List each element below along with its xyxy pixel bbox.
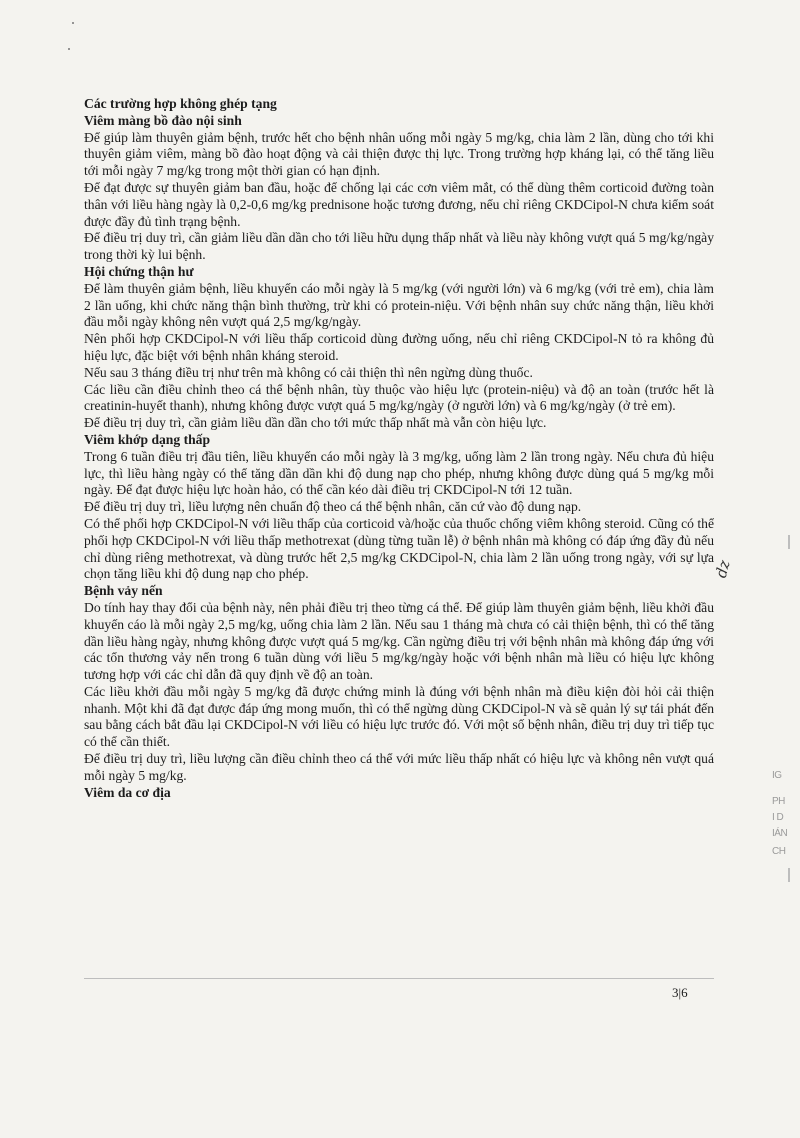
paragraph: Để giúp làm thuyên giảm bệnh, trước hết cho bệnh nhân uống mỗi ngày 5 mg/kg, chia làm 2 lần, dùng cho tới khi thuyên giảm viêm, màng bồ đào hoạt động và cải thiện được thị lực. Trong trường hợp kháng lại, có thể tăng liều tới mỗi ngày 7 mg/kg trong một thời gian có hạn định. [84,129,714,179]
section-title: Bệnh vảy nến [84,583,163,599]
page-number: 3|6 [672,985,688,1000]
paragraph: Để điều trị duy trì, cần giảm liều dần dần cho tới liều hữu dụng thấp nhất và liều này không vượt quá 5 mg/kg/ngày trong thời kỳ lui bệnh. [84,230,714,263]
paragraph: Nên phối hợp CKDCipol-N với liều thấp corticoid dùng đường uống, nếu chỉ riêng CKDCipol-N tỏ ra không đủ hiệu lực, đặc biệt với bệnh nhân kháng steroid. [84,331,714,363]
section-nephrotic-syndrome [84,264,714,432]
edge-mark: IÁN [772,828,788,839]
section-title: Viêm khớp dạng thấp [84,431,211,447]
paragraph: Các liều cần điều chỉnh theo cá thể bệnh nhân, tùy thuộc vào hiệu lực (protein-niệu) và độ an toàn (trước hết là creatinin-huyết thanh), nhưng không được vượt quá 5 mg/kg/ngày (ở người lớn) và 6 mg/kg/ngày (ở trẻ em). [84,381,714,414]
paragraph: Để điều trị duy trì, cần giảm liều dần dần cho tới mức thấp nhất mà vẫn còn hiệu lực. [84,415,547,431]
paragraph: Để điều trị duy trì, liều lượng cần điều chỉnh theo cá thể với mức liều thấp nhất có hiệu lực và không nên vượt quá mỗi ngày 5 mg/kg. [84,751,714,783]
section-atopic-dermatitis [84,785,714,802]
edge-line [788,868,790,882]
section-rheumatoid-arthritis [84,432,714,583]
footer-divider [84,978,714,979]
section-psoriasis [84,583,714,785]
scan-speck [72,22,74,24]
section-title: Hội chứng thận hư [84,263,194,279]
paragraph: Nếu sau 3 tháng điều trị như trên mà không có cải thiện thì nên ngừng dùng thuốc. [84,364,533,380]
paragraph: Có thể phối hợp CKDCipol-N với liều thấp của corticoid và/hoặc của thuốc chống viêm không steroid. Cũng có thể phối hợp CKDCipol-N với liều thấp methotrexat (dùng từng tuần lễ) ở bệnh nhân mà không có đáp ứng đầy đủ nếu chỉ dùng riêng methotrexat, và dùng trước hết 2,5 mg/kg CKDCipol-N, chia làm 2 lần uống trong ngày, với sự lựa chọn tăng liều khi độ dung nạp cho phép. [84,515,714,582]
paragraph: Các liều khởi đầu mỗi ngày 5 mg/kg đã được chứng minh là đúng với bệnh nhân mà điều kiện đòi hỏi cải thiện nhanh. Một khi đã đạt được đáp ứng mong muốn, thì có thể ngừng dùng CKDCipol-N và sẽ quản lý sự tái phát đến sau bằng cách bắt đầu lại CKDCipol-N với liều có hiệu lực trước đó. Với một số bệnh nhân, điều trị duy trì tiếp tục có thể cần thiết. [84,683,714,750]
edge-mark: CH [772,846,786,857]
edge-mark: I D [772,812,784,823]
document-body [84,96,714,801]
paragraph: Để đạt được sự thuyên giảm ban đầu, hoặc để chống lại các cơn viêm mắt, có thể dùng thêm corticoid đường toàn thân với liều hàng ngày là 0,2-0,6 mg/kg prednisone hoặc tương đương, nếu chỉ riêng CKDCipol-N chưa kiểm soát được đầy đủ tình trạng bệnh. [84,179,714,229]
edge-mark: IG [772,770,782,781]
edge-mark: PH [772,796,785,807]
section-uveitis [84,113,714,264]
document-heading: Các trường hợp không ghép tạng [84,96,277,111]
section-title: Viêm màng bồ đào nội sinh [84,112,242,128]
paragraph: Trong 6 tuần điều trị đầu tiên, liều khuyến cáo mỗi ngày là 3 mg/kg, uống làm 2 lần trong ngày. Nếu chưa đủ hiệu lực, thì liều hàng ngày có thể tăng dần dần khi độ dung nạp cho phép, nhưng không được dùng quá 5 mg/kg mỗi ngày. Để đạt được hiệu lực hoàn hảo, có thể cần kéo dài điều trị CKDCipol-N tới 12 tuần. [84,448,714,498]
paragraph: Do tính hay thay đổi của bệnh này, nên phải điều trị theo từng cá thể. Để giúp làm thuyên giảm bệnh, liều khởi đầu khuyến cáo là mỗi ngày 2,5 mg/kg, uống chia làm 2 lần. Nếu sau 1 tháng mà chưa có cải thiện bệnh, thì có thể tăng dần liều hàng ngày, nhưng không được vượt quá 5 mg/kg. Cần ngừng điều trị với bệnh nhân mà không đáp ứng với các tổn thương vảy nến trong 6 tuần dùng với liều 5 mg/kg/ngày hoặc với bệnh nhân mà liều có hiệu lực không tương hợp với các chỉ dẫn đã quy định về độ an toàn. [84,599,714,683]
paragraph: Để điều trị duy trì, liều lượng nên chuẩn độ theo cá thể bệnh nhân, căn cứ vào độ dung nạp. [84,499,582,515]
scan-speck [68,48,70,50]
handwritten-initials: dz [711,558,734,580]
paragraph: Để làm thuyên giảm bệnh, liều khuyến cáo mỗi ngày là 5 mg/kg (với người lớn) và 6 mg/kg (với trẻ em), chia làm 2 lần uống, khi chức năng thận bình thường, trừ khi có protein-niệu. Với bệnh nhân suy chức năng thận, liều khởi đầu mỗi ngày không nên vượt quá 2,5 mg/kg/ngày. [84,280,714,330]
section-title: Viêm da cơ địa [84,784,171,800]
edge-line [788,535,790,549]
